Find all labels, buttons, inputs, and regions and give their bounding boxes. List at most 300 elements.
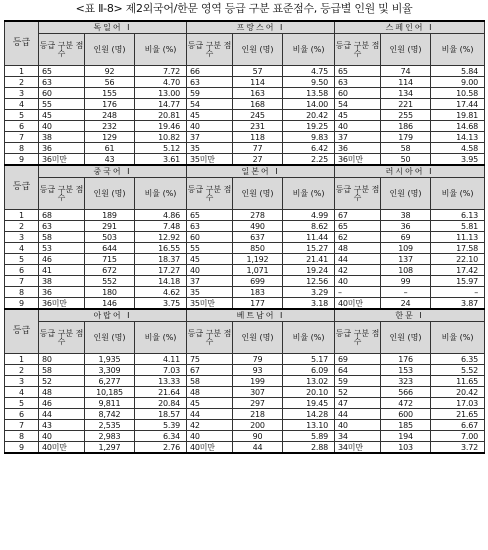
rate-cell: 5.84 (431, 66, 485, 77)
table-row (5, 99, 485, 110)
count-cell: 179 (381, 132, 431, 143)
cut-score-cell: 52 (335, 387, 381, 398)
rate-cell: 2.76 (135, 442, 187, 454)
table-row (5, 287, 485, 298)
count-cell: 177 (233, 298, 283, 310)
table-row (5, 409, 485, 420)
rate-header: 비율 (%) (283, 322, 335, 354)
rate-cell: 3.29 (283, 287, 335, 298)
count-cell: 99 (381, 276, 431, 287)
rate-cell: 17.44 (431, 99, 485, 110)
rate-cell: 13.10 (283, 420, 335, 431)
sub-header-row (5, 322, 485, 354)
grade-cell: 5 (5, 110, 39, 121)
rate-cell: 5.39 (135, 420, 187, 431)
grade-cell: 1 (5, 66, 39, 77)
count-cell: 183 (233, 287, 283, 298)
count-cell: – (381, 287, 431, 298)
cut-score-cell: 43 (39, 420, 85, 431)
rate-cell: – (431, 287, 485, 298)
count-cell: 2,983 (85, 431, 135, 442)
cut-score-cell: 37 (335, 132, 381, 143)
cut-score-cell: 34 (335, 431, 381, 442)
count-header: 인원 (명) (381, 322, 431, 354)
count-cell: 44 (233, 442, 283, 454)
grade-statistics-table (4, 20, 485, 454)
table-row (5, 210, 485, 221)
grade-cell: 1 (5, 210, 39, 221)
rate-cell: 4.58 (431, 143, 485, 154)
rate-cell: 13.33 (135, 376, 187, 387)
cut-score-cell: 34미만 (335, 442, 381, 454)
count-header: 인원 (명) (233, 34, 283, 66)
rate-cell: 6.34 (135, 431, 187, 442)
cut-score-cell: 59 (335, 376, 381, 387)
cut-score-cell: 36미만 (39, 154, 85, 166)
rate-header: 비율 (%) (431, 34, 485, 66)
language-name: 독일어 Ⅰ (39, 21, 187, 34)
cut-score-cell: 48 (39, 387, 85, 398)
count-cell: 8,742 (85, 409, 135, 420)
count-cell: 850 (233, 243, 283, 254)
rate-cell: 2.25 (283, 154, 335, 166)
table-body (5, 21, 485, 453)
count-header: 인원 (명) (85, 322, 135, 354)
rate-cell: 17.42 (431, 265, 485, 276)
count-cell: 248 (85, 110, 135, 121)
rate-cell: 21.64 (135, 387, 187, 398)
grade-cell: 7 (5, 420, 39, 431)
cut-score-cell: 40 (39, 121, 85, 132)
language-header-row (5, 21, 485, 34)
cut-score-cell: 54 (335, 99, 381, 110)
cut-score-header: 등급 구분 점수 (335, 34, 381, 66)
cut-score-cell: 35미만 (187, 154, 233, 166)
rate-cell: 21.41 (283, 254, 335, 265)
count-cell: 218 (233, 409, 283, 420)
count-cell: 114 (381, 77, 431, 88)
rate-cell: 19.45 (283, 398, 335, 409)
count-cell: 637 (233, 232, 283, 243)
count-cell: 1,297 (85, 442, 135, 454)
grade-cell: 3 (5, 376, 39, 387)
cut-score-cell: 44 (335, 254, 381, 265)
table-row (5, 243, 485, 254)
rate-cell: 6.67 (431, 420, 485, 431)
rate-cell: 11.44 (283, 232, 335, 243)
rate-cell: 21.65 (431, 409, 485, 420)
count-cell: 472 (381, 398, 431, 409)
rate-header: 비율 (%) (431, 322, 485, 354)
count-cell: 9,811 (85, 398, 135, 409)
cut-score-cell: 40미만 (187, 442, 233, 454)
count-header: 인원 (명) (85, 34, 135, 66)
cut-score-cell: 65 (335, 221, 381, 232)
count-cell: 168 (233, 99, 283, 110)
count-cell: 92 (85, 66, 135, 77)
rate-cell: 5.17 (283, 354, 335, 365)
count-header: 인원 (명) (381, 178, 431, 210)
grade-cell: 4 (5, 243, 39, 254)
count-cell: 232 (85, 121, 135, 132)
cut-score-cell: 40미만 (39, 442, 85, 454)
cut-score-cell: 47 (335, 398, 381, 409)
rate-cell: 19.25 (283, 121, 335, 132)
count-cell: 146 (85, 298, 135, 310)
rate-cell: 17.03 (431, 398, 485, 409)
cut-score-cell: 40 (335, 121, 381, 132)
rate-cell: 3.18 (283, 298, 335, 310)
rate-cell: 22.10 (431, 254, 485, 265)
rate-cell: 14.28 (283, 409, 335, 420)
cut-score-cell: 67 (335, 210, 381, 221)
cut-score-cell: 35 (187, 143, 233, 154)
rate-cell: 4.99 (283, 210, 335, 221)
rate-cell: 19.81 (431, 110, 485, 121)
count-cell: 600 (381, 409, 431, 420)
count-cell: 38 (381, 210, 431, 221)
cut-score-cell: 58 (39, 232, 85, 243)
count-cell: 114 (233, 77, 283, 88)
table-row (5, 66, 485, 77)
count-cell: 79 (233, 354, 283, 365)
cut-score-cell: 58 (187, 376, 233, 387)
grade-cell: 5 (5, 398, 39, 409)
cut-score-header: 등급 구분 점수 (187, 178, 233, 210)
table-row (5, 442, 485, 454)
rate-cell: 19.24 (283, 265, 335, 276)
count-cell: 27 (233, 154, 283, 166)
count-cell: 24 (381, 298, 431, 310)
language-name: 중국어 Ⅰ (39, 165, 187, 178)
rate-cell: 7.03 (135, 365, 187, 376)
rate-cell: 15.97 (431, 276, 485, 287)
cut-score-cell: 65 (335, 66, 381, 77)
count-cell: 199 (233, 376, 283, 387)
grade-cell: 9 (5, 442, 39, 454)
cut-score-cell: 40 (187, 431, 233, 442)
cut-score-cell: 45 (39, 110, 85, 121)
table-row (5, 254, 485, 265)
count-cell: 134 (381, 88, 431, 99)
rate-cell: 14.18 (135, 276, 187, 287)
count-cell: 74 (381, 66, 431, 77)
count-cell: 77 (233, 143, 283, 154)
cut-score-cell: 53 (39, 243, 85, 254)
table-row (5, 121, 485, 132)
cut-score-header: 등급 구분 점수 (187, 34, 233, 66)
grade-cell: 4 (5, 387, 39, 398)
cut-score-cell: 40 (335, 276, 381, 287)
rate-header: 비율 (%) (283, 178, 335, 210)
count-cell: 90 (233, 431, 283, 442)
cut-score-cell: 75 (187, 354, 233, 365)
count-cell: 194 (381, 431, 431, 442)
table-row (5, 387, 485, 398)
rate-cell: 20.84 (135, 398, 187, 409)
rate-cell: 20.42 (283, 110, 335, 121)
count-cell: 189 (85, 210, 135, 221)
grade-cell: 3 (5, 232, 39, 243)
count-cell: 57 (233, 66, 283, 77)
grade-cell: 6 (5, 121, 39, 132)
rate-cell: 14.00 (283, 99, 335, 110)
rate-cell: 5.89 (283, 431, 335, 442)
grade-column-header: 등급 (5, 21, 39, 66)
cut-score-cell: 38 (39, 132, 85, 143)
cut-score-cell: 40미만 (335, 298, 381, 310)
count-cell: 297 (233, 398, 283, 409)
count-cell: 307 (233, 387, 283, 398)
cut-score-cell: 48 (187, 387, 233, 398)
cut-score-cell: 35 (187, 287, 233, 298)
cut-score-cell: 37 (187, 132, 233, 143)
table-row (5, 77, 485, 88)
language-header-row (5, 309, 485, 322)
cut-score-cell: 66 (187, 66, 233, 77)
count-header: 인원 (명) (381, 34, 431, 66)
count-cell: 255 (381, 110, 431, 121)
rate-cell: 20.81 (135, 110, 187, 121)
rate-cell: 10.82 (135, 132, 187, 143)
table-row (5, 110, 485, 121)
grade-column-header: 등급 (5, 165, 39, 210)
table-row (5, 221, 485, 232)
cut-score-cell: 55 (187, 243, 233, 254)
rate-cell: 16.55 (135, 243, 187, 254)
cut-score-cell: 63 (335, 77, 381, 88)
rate-header: 비율 (%) (283, 34, 335, 66)
grade-cell: 8 (5, 431, 39, 442)
cut-score-cell: 60 (39, 88, 85, 99)
language-name: 프랑스어 Ⅰ (187, 21, 335, 34)
grade-cell: 7 (5, 132, 39, 143)
cut-score-cell: 45 (187, 254, 233, 265)
grade-cell: 8 (5, 287, 39, 298)
count-cell: 103 (381, 442, 431, 454)
count-cell: 50 (381, 154, 431, 166)
count-cell: 552 (85, 276, 135, 287)
cut-score-cell: 37 (187, 276, 233, 287)
grade-cell: 6 (5, 265, 39, 276)
rate-cell: 6.13 (431, 210, 485, 221)
rate-cell: 7.72 (135, 66, 187, 77)
cut-score-header: 등급 구분 점수 (335, 178, 381, 210)
rate-cell: 18.37 (135, 254, 187, 265)
cut-score-cell: 40 (335, 420, 381, 431)
count-cell: 1,071 (233, 265, 283, 276)
cut-score-cell: 63 (39, 77, 85, 88)
grade-cell: 8 (5, 143, 39, 154)
count-cell: 1,192 (233, 254, 283, 265)
count-cell: 699 (233, 276, 283, 287)
rate-cell: 4.11 (135, 354, 187, 365)
rate-cell: 11.65 (431, 376, 485, 387)
cut-score-cell: 80 (39, 354, 85, 365)
rate-cell: 9.50 (283, 77, 335, 88)
rate-cell: 3.75 (135, 298, 187, 310)
rate-cell: 7.00 (431, 431, 485, 442)
count-cell: 245 (233, 110, 283, 121)
count-cell: 109 (381, 243, 431, 254)
count-cell: 176 (85, 99, 135, 110)
cut-score-cell: 67 (187, 365, 233, 376)
rate-cell: 14.13 (431, 132, 485, 143)
language-name: 아랍어 Ⅰ (39, 309, 187, 322)
count-cell: 278 (233, 210, 283, 221)
count-cell: 291 (85, 221, 135, 232)
count-cell: 6,277 (85, 376, 135, 387)
cut-score-cell: 40 (187, 265, 233, 276)
count-cell: 69 (381, 232, 431, 243)
count-cell: 221 (381, 99, 431, 110)
count-header: 인원 (명) (233, 322, 283, 354)
count-cell: 490 (233, 221, 283, 232)
cut-score-cell: 36 (335, 143, 381, 154)
language-name: 러시아어 Ⅰ (335, 165, 485, 178)
cut-score-cell: – (335, 287, 381, 298)
cut-score-header: 등급 구분 점수 (335, 322, 381, 354)
cut-score-cell: 36 (39, 143, 85, 154)
rate-cell: 10.58 (431, 88, 485, 99)
sub-header-row (5, 178, 485, 210)
table-row (5, 354, 485, 365)
rate-cell: 13.58 (283, 88, 335, 99)
cut-score-header: 등급 구분 점수 (39, 178, 85, 210)
cut-score-cell: 40 (187, 121, 233, 132)
grade-cell: 4 (5, 99, 39, 110)
count-header: 인원 (명) (85, 178, 135, 210)
table-row (5, 265, 485, 276)
rate-cell: 3.95 (431, 154, 485, 166)
cut-score-header: 등급 구분 점수 (39, 322, 85, 354)
rate-cell: 17.27 (135, 265, 187, 276)
cut-score-cell: 63 (187, 77, 233, 88)
rate-cell: 12.92 (135, 232, 187, 243)
grade-cell: 7 (5, 276, 39, 287)
cut-score-cell: 46 (39, 254, 85, 265)
cut-score-cell: 48 (335, 243, 381, 254)
table-row (5, 365, 485, 376)
rate-cell: 5.12 (135, 143, 187, 154)
rate-cell: 4.86 (135, 210, 187, 221)
table-row (5, 232, 485, 243)
cut-score-cell: 45 (187, 398, 233, 409)
count-cell: 231 (233, 121, 283, 132)
cut-score-cell: 36미만 (335, 154, 381, 166)
cut-score-cell: 45 (187, 110, 233, 121)
cut-score-cell: 41 (39, 265, 85, 276)
rate-cell: 17.58 (431, 243, 485, 254)
count-cell: 503 (85, 232, 135, 243)
cut-score-cell: 59 (187, 88, 233, 99)
cut-score-cell: 38 (39, 276, 85, 287)
rate-cell: 6.42 (283, 143, 335, 154)
cut-score-cell: 35미만 (187, 298, 233, 310)
rate-cell: 9.83 (283, 132, 335, 143)
cut-score-cell: 62 (335, 232, 381, 243)
count-cell: 108 (381, 265, 431, 276)
count-cell: 58 (381, 143, 431, 154)
language-name: 한문 Ⅰ (335, 309, 485, 322)
rate-cell: 3.87 (431, 298, 485, 310)
grade-cell: 6 (5, 409, 39, 420)
rate-cell: 11.13 (431, 232, 485, 243)
count-cell: 129 (85, 132, 135, 143)
cut-score-cell: 36미만 (39, 298, 85, 310)
count-cell: 61 (85, 143, 135, 154)
cut-score-cell: 55 (39, 99, 85, 110)
grade-cell: 3 (5, 88, 39, 99)
grade-cell: 2 (5, 77, 39, 88)
count-cell: 566 (381, 387, 431, 398)
language-name: 베트남어 Ⅰ (187, 309, 335, 322)
cut-score-cell: 40 (39, 431, 85, 442)
grade-column-header: 등급 (5, 309, 39, 354)
rate-cell: 6.09 (283, 365, 335, 376)
count-cell: 10,185 (85, 387, 135, 398)
rate-cell: 9.00 (431, 77, 485, 88)
rate-cell: 14.68 (431, 121, 485, 132)
rate-cell: 20.10 (283, 387, 335, 398)
table-row (5, 420, 485, 431)
count-cell: 200 (233, 420, 283, 431)
grade-cell: 2 (5, 365, 39, 376)
rate-cell: 4.75 (283, 66, 335, 77)
cut-score-cell: 36 (39, 287, 85, 298)
table-row (5, 431, 485, 442)
rate-cell: 4.62 (135, 287, 187, 298)
count-cell: 155 (85, 88, 135, 99)
cut-score-cell: 60 (187, 232, 233, 243)
count-cell: 644 (85, 243, 135, 254)
grade-cell: 2 (5, 221, 39, 232)
count-cell: 56 (85, 77, 135, 88)
rate-cell: 15.27 (283, 243, 335, 254)
count-cell: 36 (381, 221, 431, 232)
count-cell: 118 (233, 132, 283, 143)
cut-score-cell: 45 (335, 110, 381, 121)
rate-cell: 2.88 (283, 442, 335, 454)
rate-cell: 14.77 (135, 99, 187, 110)
cut-score-cell: 58 (39, 365, 85, 376)
rate-cell: 7.48 (135, 221, 187, 232)
cut-score-cell: 44 (335, 409, 381, 420)
cut-score-cell: 44 (187, 409, 233, 420)
cut-score-cell: 63 (187, 221, 233, 232)
rate-cell: 19.46 (135, 121, 187, 132)
table-row (5, 398, 485, 409)
grade-cell: 9 (5, 154, 39, 166)
grade-cell: 9 (5, 298, 39, 310)
count-cell: 3,309 (85, 365, 135, 376)
cut-score-cell: 64 (335, 365, 381, 376)
table-row (5, 298, 485, 310)
grade-cell: 1 (5, 354, 39, 365)
table-row (5, 143, 485, 154)
sub-header-row (5, 34, 485, 66)
count-cell: 715 (85, 254, 135, 265)
count-cell: 1,935 (85, 354, 135, 365)
count-cell: 163 (233, 88, 283, 99)
rate-cell: 8.62 (283, 221, 335, 232)
rate-header: 비율 (%) (431, 178, 485, 210)
count-cell: 137 (381, 254, 431, 265)
rate-header: 비율 (%) (135, 322, 187, 354)
cut-score-cell: 42 (187, 420, 233, 431)
language-name: 일본어 Ⅰ (187, 165, 335, 178)
count-cell: 672 (85, 265, 135, 276)
